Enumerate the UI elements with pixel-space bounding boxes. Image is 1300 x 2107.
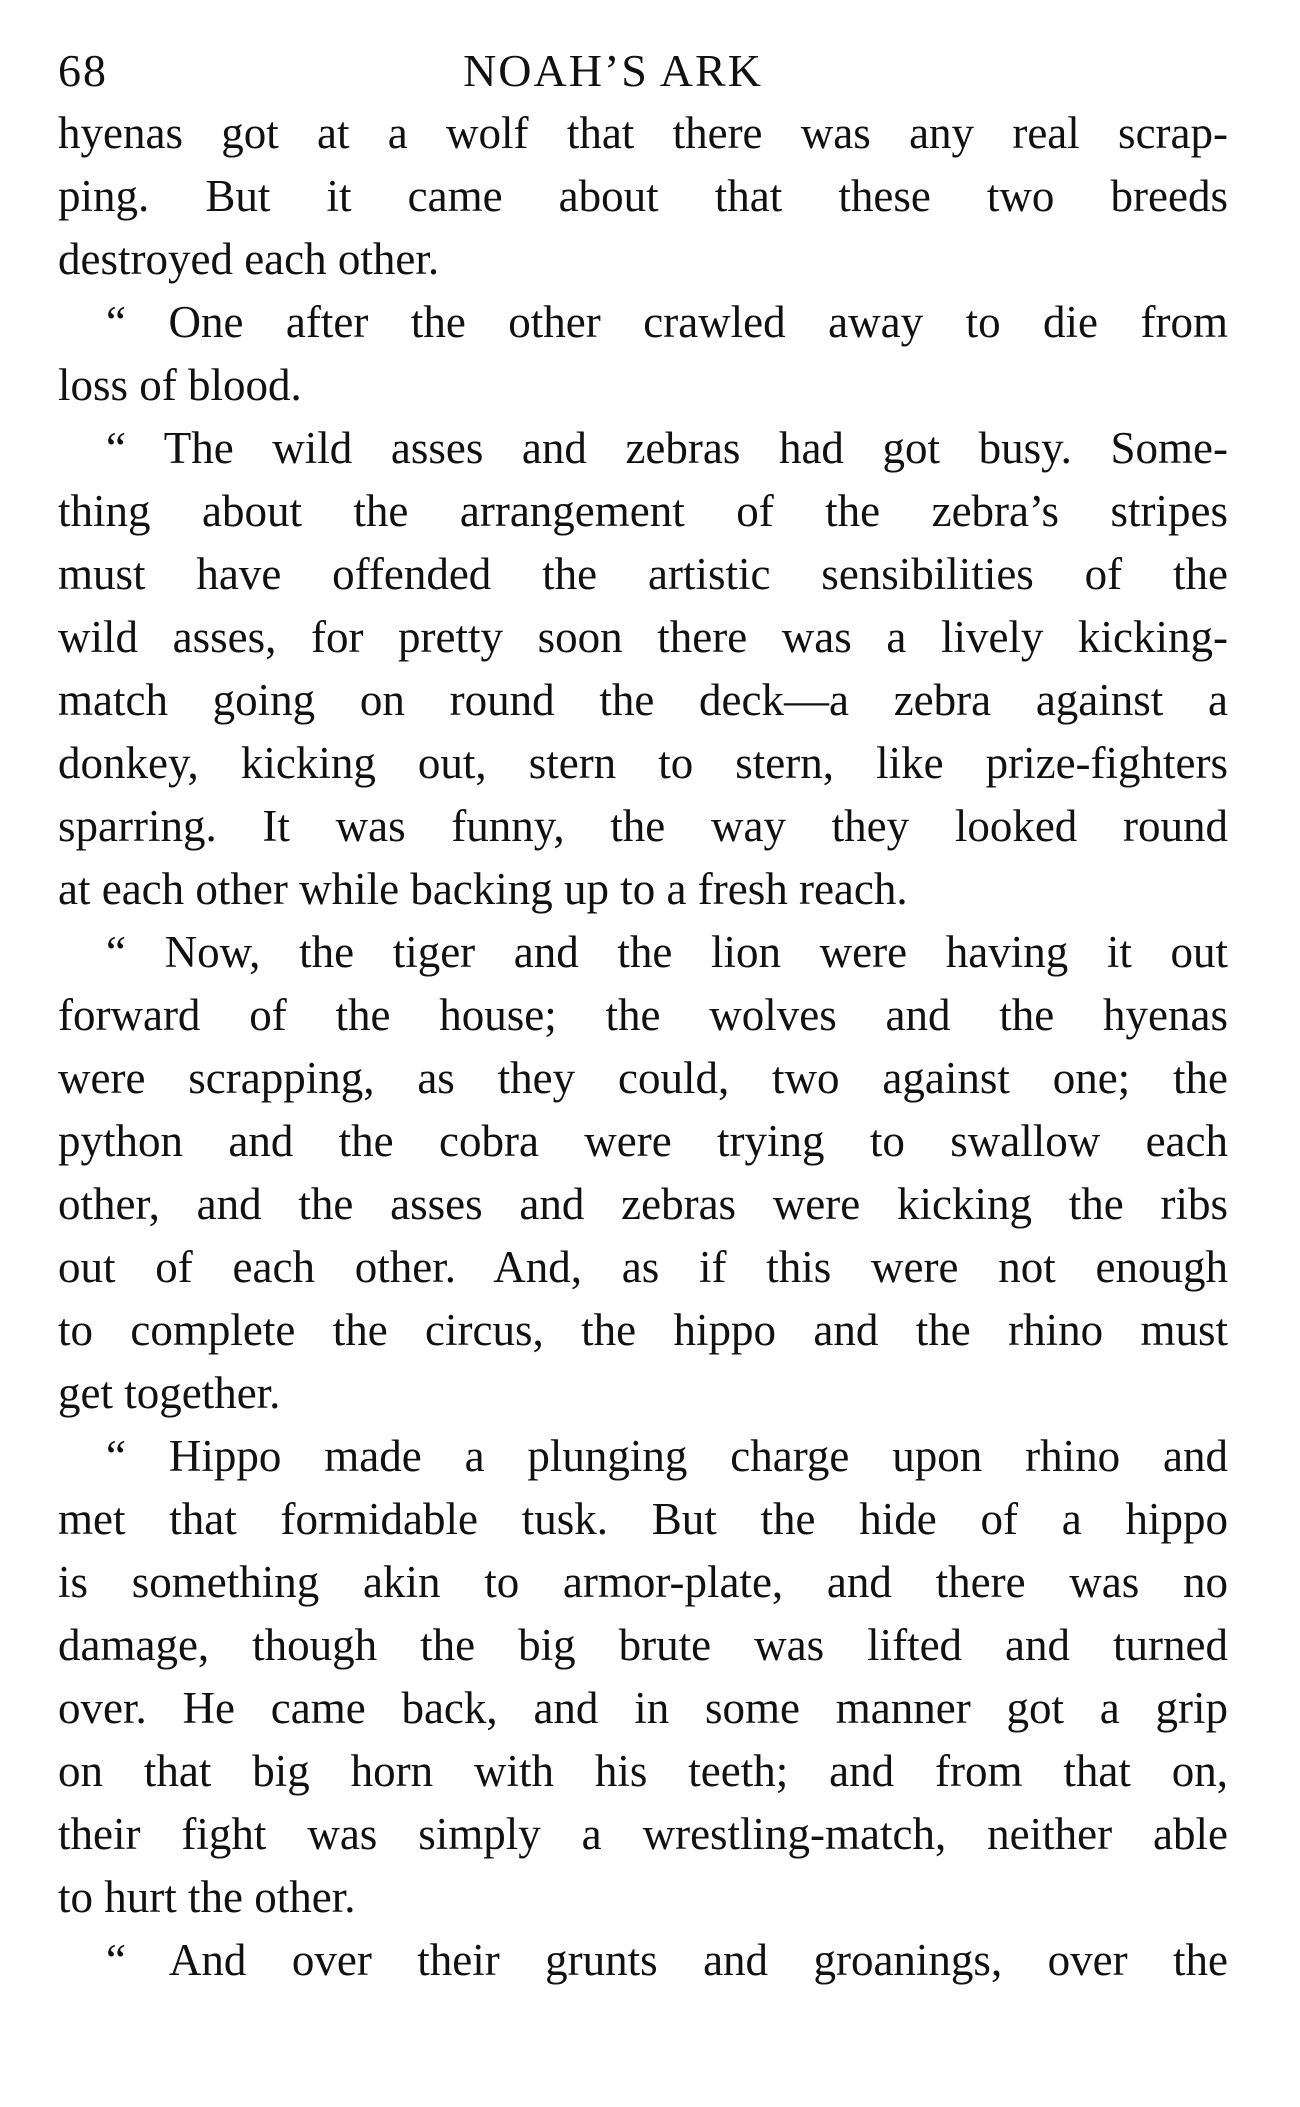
text-line: must have offended the artistic sensibilities of the: [58, 549, 1228, 599]
text-line: “ Hippo made a plunging charge upon rhino and: [106, 1431, 1228, 1481]
text-line: forward of the house; the wolves and the hyenas: [58, 990, 1228, 1040]
text-line: to hurt the other.: [58, 1872, 356, 1922]
running-title: NOAH’S ARK: [463, 45, 763, 96]
text-line: their fight was simply a wrestling-match, neither able: [58, 1809, 1228, 1859]
text-line: “ Now, the tiger and the lion were having it out: [106, 927, 1228, 977]
text-line: damage, though the big brute was lifted and turned: [58, 1620, 1228, 1670]
text-line: ping. But it came about that these two breeds: [58, 171, 1228, 221]
text-line: out of each other. And, as if this were not enough: [58, 1242, 1228, 1292]
text-line: match going on round the deck—a zebra against a: [58, 675, 1228, 725]
text-line: over. He came back, and in some manner got a grip: [58, 1683, 1228, 1733]
text-line: python and the cobra were trying to swallow each: [58, 1116, 1228, 1166]
text-line: thing about the arrangement of the zebra’s stripes: [58, 486, 1228, 536]
text-line: at each other while backing up to a fresh reach.: [58, 864, 908, 914]
book-page: [58, 40, 1228, 1992]
text-line: sparring. It was funny, the way they looked round: [58, 801, 1228, 851]
text-line: “ And over their grunts and groanings, over the: [106, 1935, 1228, 1985]
text-line: on that big horn with his teeth; and from that on,: [58, 1746, 1228, 1796]
text-line: to complete the circus, the hippo and the rhino must: [58, 1305, 1228, 1355]
text-line: hyenas got at a wolf that there was any real scrap-: [58, 108, 1228, 158]
text-line: met that formidable tusk. But the hide of a hippo: [58, 1494, 1228, 1544]
text-line: destroyed each other.: [58, 234, 440, 284]
page-number: 68: [58, 45, 108, 96]
text-line: loss of blood.: [58, 360, 302, 410]
body-text: [58, 102, 1228, 1992]
running-head: [58, 40, 1228, 102]
text-line: wild asses, for pretty soon there was a lively kicking-: [58, 612, 1228, 662]
text-line: get together.: [58, 1368, 281, 1418]
text-line: is something akin to armor-plate, and there was no: [58, 1557, 1228, 1607]
text-line: “ One after the other crawled away to die from: [106, 297, 1228, 347]
text-line: “ The wild asses and zebras had got busy. Some-: [106, 423, 1228, 473]
text-line: donkey, kicking out, stern to stern, like prize-fighters: [58, 738, 1228, 788]
text-line: were scrapping, as they could, two against one; the: [58, 1053, 1228, 1103]
text-line: other, and the asses and zebras were kicking the ribs: [58, 1179, 1228, 1229]
